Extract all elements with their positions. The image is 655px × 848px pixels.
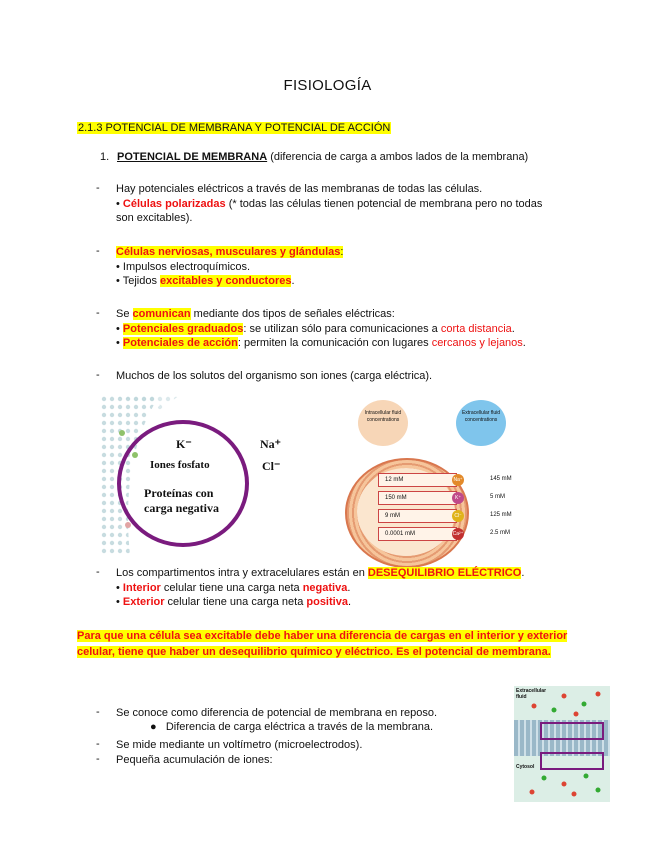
line: Hay potenciales eléctricos a través de las membranas de todas las células. [116,183,483,195]
row-in: 12 mM [378,473,457,487]
block-disequilibrium [116,566,524,610]
term-polarized: Células polarizadas [122,197,226,210]
label-na: Na⁺ [260,437,281,451]
line: son excitables). [116,212,193,224]
dash-marker: - [96,307,100,319]
numbered-item-1 [100,151,528,163]
dash-marker: - [96,369,100,381]
key-paragraph: Para que una célula sea excitable debe haber una diferencia de cargas en el interior y exterior celular, tiene que haber un desequilibrio químico y eléctrico. Es el potencial de membrana. [77,630,568,658]
ion-k: K⁺ [452,492,464,504]
dash-marker: - [96,706,100,718]
block-polarized [116,182,542,226]
section-heading: 2.1.3 POTENCIAL DE MEMBRANA Y POTENCIAL DE ACCIÓN [78,122,391,134]
label-phosphate: Iones fosfato [150,459,210,471]
term-tissues: Células nerviosas, musculares y glándulas [116,246,341,258]
block-ions: Muchos de los solutos del organismo son iones (carga eléctrica). [116,370,433,382]
extracellular-badge: Extracellular fluid concentrations [456,400,506,446]
sub-bullet: ● Diferencia de carga eléctrica a través de la membrana. [150,721,433,733]
term-excitable: excitables y conductores [160,275,292,287]
dash-marker: - [96,182,100,194]
line: • Exterior celular tiene una carga neta positiva. [116,596,352,608]
intracellular-badge: Intracellular fluid concentrations [358,400,408,446]
membrane-figure [514,686,610,802]
ion-na: Na⁺ [452,474,464,486]
label-cytosol: Cytosol [516,764,535,770]
row-out: 145 mM [490,476,512,482]
item-desc: (diferencia de carga a ambos lados de la membrana) [267,151,529,163]
line: Células nerviosas, musculares y glándulas: [116,246,344,258]
line: • Células polarizadas (* todas las células tienen potencial de membrana pero no todas [116,197,543,210]
dash-marker: - [96,245,100,257]
page-title: FISIOLOGÍA [283,77,372,94]
line: • Potenciales graduados: se utilizan sólo para comunicaciones a corta distancia. [116,322,515,335]
term-disequilibrium: DESEQUILIBRIO ELÉCTRICO [367,567,522,579]
term-exterior: Exterior [122,596,165,608]
label-proteins-1: Proteínas con [144,486,214,500]
term-comunican: comunican [132,308,191,320]
block-signals [116,307,526,351]
label-k: K⁻ [176,437,192,451]
label-proteins-2: carga negativa [144,501,219,515]
term-graded: Potenciales graduados [122,322,244,335]
line: • Interior celular tiene una carga neta negativa. [116,581,351,594]
item-term: POTENCIAL DE MEMBRANA [117,151,268,163]
line-voltmeter: Se mide mediante un voltímetro (microelectrodos). [116,739,363,751]
row-in: 150 mM [378,491,457,505]
dash-marker: - [96,753,100,765]
block-excitable-tissues [116,245,343,289]
line: • Potenciales de acción: permiten la comunicación con lugares cercanos y lejanos. [116,337,526,349]
label-cl: Cl⁻ [262,459,281,473]
row-in: 0.0001 mM [378,527,457,541]
term-interior: Interior [122,581,161,594]
ion-dots [514,686,610,802]
row-out: 5 mM [490,494,505,500]
ion-ca: Ca²⁺ [452,528,464,540]
ion-cl: Cl⁻ [452,510,464,522]
line: • Impulsos electroquímicos. [116,260,251,273]
item-number: 1. [100,151,110,163]
row-out: 2.5 mM [490,530,511,536]
dash-marker: - [96,738,100,750]
dash-marker: - [96,566,100,578]
line-resting: Se conoce como diferencia de potencial de membrana en reposo. [116,707,438,719]
term-action: Potenciales de acción [122,337,238,349]
line: Los compartimentos intra y extracelulares están en DESEQUILIBRIO ELÉCTRICO. [116,567,525,579]
row-in: 9 mM [378,509,457,523]
label-extracellular: Extracellular fluid [516,688,547,700]
row-out: 125 mM [490,512,512,518]
line: Se comunican mediante dos tipos de señales eléctricas: [116,308,395,320]
line-accumulation: Pequeña acumulación de iones: [116,754,273,766]
line: • Tejidos excitables y conductores. [116,275,295,287]
